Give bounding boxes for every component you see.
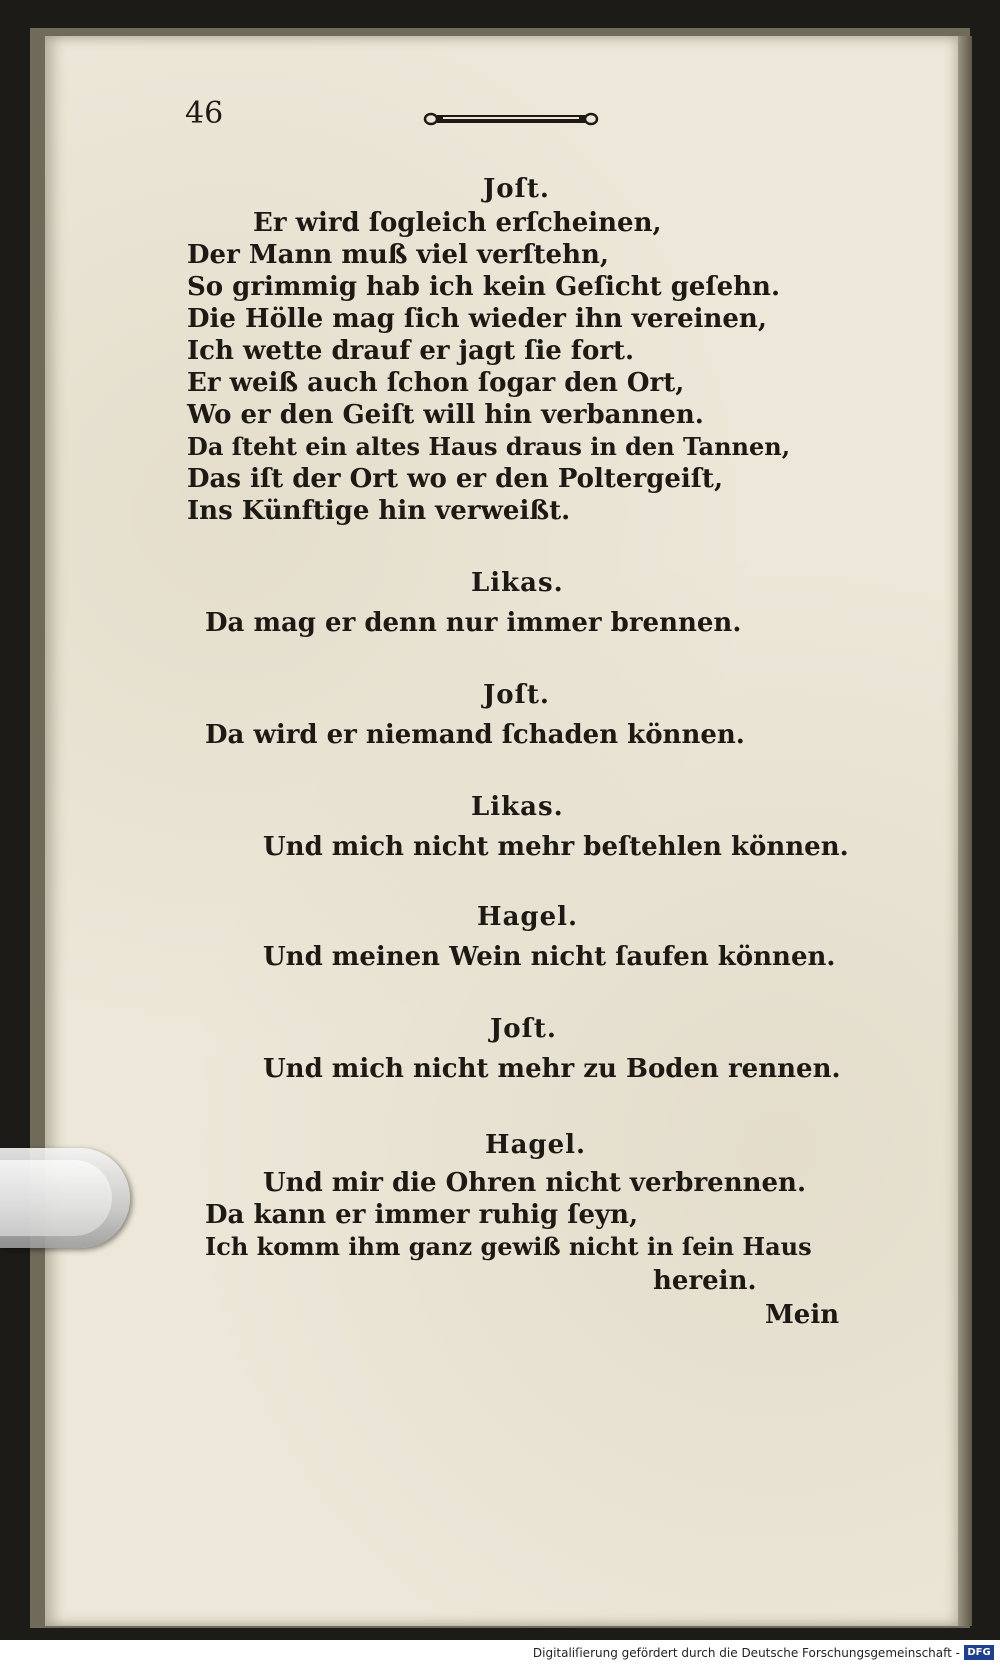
header-ornament — [423, 112, 599, 126]
scanner-clip-highlight — [0, 1160, 112, 1236]
verse-line: Er wird ſogleich erſcheinen, — [253, 208, 662, 238]
page-number: 46 — [185, 96, 224, 131]
dfg-logo: DFG — [964, 1645, 994, 1660]
page-text — [45, 36, 960, 1626]
verse-line: Und mich nicht mehr beſtehlen können. — [263, 832, 849, 862]
verse-line: Er weiß auch ſchon ſogar den Ort, — [187, 368, 685, 398]
verse-line: Und mich nicht mehr zu Boden rennen. — [263, 1054, 841, 1084]
verse-line: Wo er den Geiſt will hin verbannen. — [187, 400, 704, 430]
footer-credit: Digitaliſierung gefördert durch die Deutsche Forschungsgemeinschaft - — [532, 1646, 960, 1660]
verse-line: herein. — [653, 1266, 757, 1296]
book-page — [45, 36, 960, 1626]
verse-line: Ich komm ihm ganz gewiß nicht in ſein Haus — [205, 1232, 812, 1261]
verse-line: Ins Künftige hin verweißt. — [187, 496, 571, 526]
speaker-name: Likas. — [471, 568, 564, 598]
verse-line: Da mag er denn nur immer brennen. — [205, 608, 742, 638]
catchword: Mein — [765, 1300, 840, 1330]
verse-line: Die Hölle mag ſich wieder ihn vereinen, — [187, 304, 767, 334]
verse-line: Da wird er niemand ſchaden können. — [205, 720, 745, 750]
footer-bar — [0, 1640, 1000, 1667]
speaker-name: Likas. — [471, 792, 564, 822]
verse-line: Und mir die Ohren nicht verbrennen. — [263, 1168, 806, 1198]
verse-line: Da ſteht ein altes Haus draus in den Tannen, — [187, 432, 791, 461]
verse-line: Und meinen Wein nicht ſaufen können. — [263, 942, 836, 972]
verse-line: Da kann er immer ruhig ſeyn, — [205, 1200, 639, 1230]
speaker-name: Hagel. — [485, 1130, 587, 1160]
verse-line: Der Mann muß viel verſtehn, — [187, 240, 609, 270]
verse-line: So grimmig hab ich kein Geſicht geſehn. — [187, 272, 780, 302]
speaker-name: Joſt. — [483, 174, 550, 204]
speaker-name: Hagel. — [477, 902, 579, 932]
speaker-name: Joſt. — [490, 1014, 557, 1044]
verse-line: Ich wette drauf er jagt ſie fort. — [187, 336, 635, 366]
verse-line: Das iſt der Ort wo er den Poltergeiſt, — [187, 464, 723, 494]
speaker-name: Joſt. — [483, 680, 550, 710]
page-edge — [958, 36, 972, 1626]
